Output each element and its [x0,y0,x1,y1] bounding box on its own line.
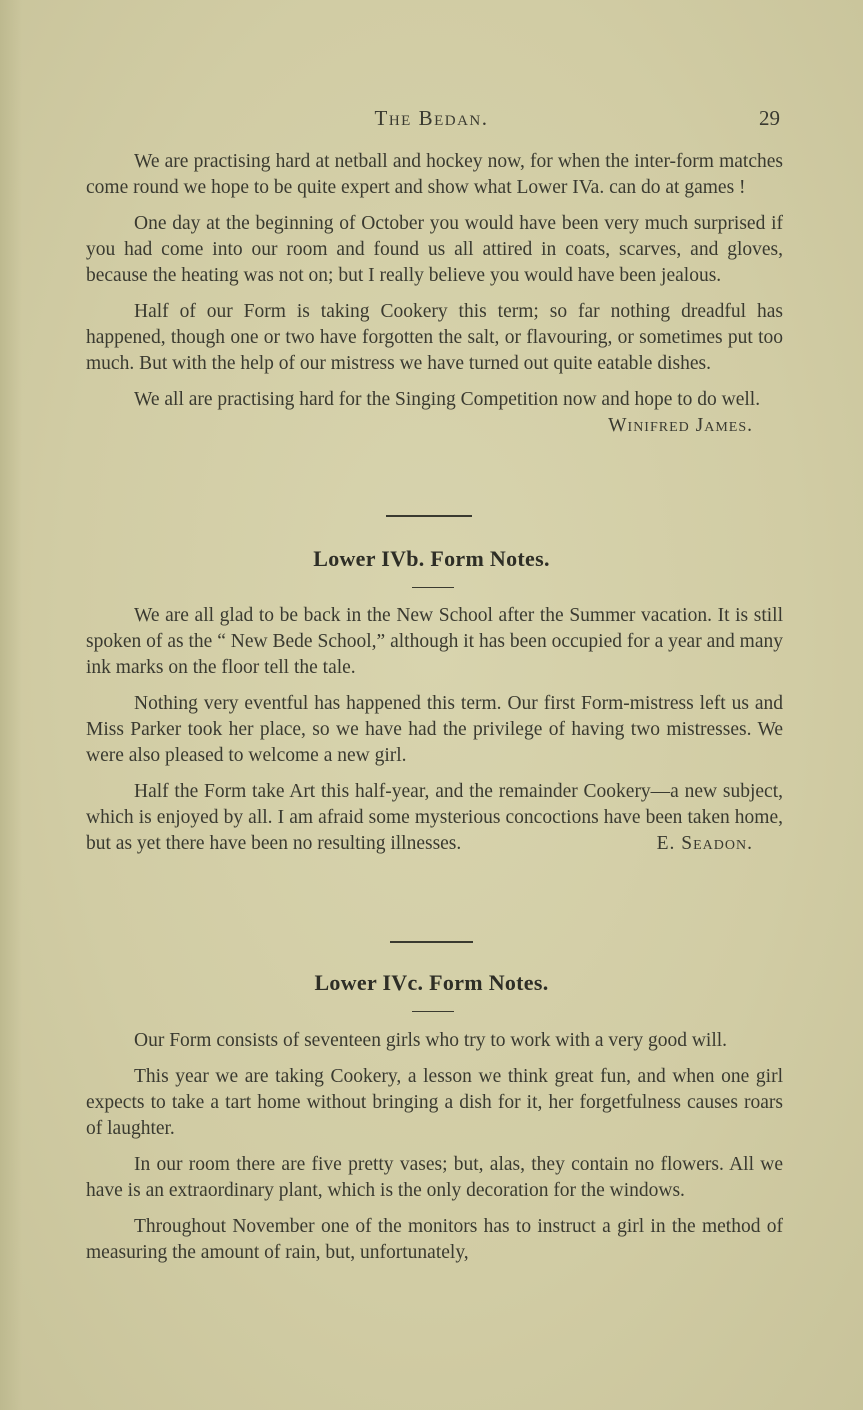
section-divider [386,515,472,517]
paragraph: Throughout November one of the monitors has to instruct a girl in the method of measuring the amount of rain, but, unfortunately, [86,1216,783,1263]
paragraph: This year we are taking Cookery, a lesson we think great fun, and when one girl expects to take a tart home without bringing a dish for it, her forgetfulness causes roars of laughter. [86,1066,783,1139]
section-divider [390,941,473,943]
title-underline [412,1011,454,1012]
page-number: 29 [759,106,780,130]
paragraph-text: Half the Form take Art this half-year, and the remainder Cookery—a new subject, which is enjoyed by all. I am afraid some mysterious concoctions have been taken home, but as yet there have been no resulting illnesses. [86,781,783,854]
signature: Winifred James. [608,415,753,436]
paragraph: We are practising hard at netball and hockey now, for when the inter-form matches come round we hope to be quite expert and show what Lower IVa. can do at games ! [86,151,783,198]
page-edge-shadow [0,0,22,1410]
section-lower-iva-body [86,149,783,439]
paragraph: Nothing very eventful has happened this term. Our first Form-mistress left us and Miss Parker took her place, so we have had the privilege of having two mistresses. We were also pleased to welcome a new girl. [86,693,783,766]
running-title: The Bedan. [374,106,489,130]
section-title: Lower IVb. Form Notes. [313,546,550,571]
paragraph [86,387,783,436]
signature: E. Seadon. [656,833,753,854]
page-header [0,104,863,134]
section-title: Lower IVc. Form Notes. [314,970,549,995]
title-underline [412,587,454,588]
paragraph: Our Form consists of seventeen girls who try to work with a very good will. [134,1030,728,1051]
paragraph: We are all glad to be back in the New School after the Summer vacation. It is still spoken of as the “ New Bede School,” although it has been occupied for a year and many ink marks on the floor tell the tale. [86,605,783,678]
section-lower-ivb-body [86,603,783,857]
paragraph-text: We all are practising hard for the Singing Competition now and hope to do well. [134,389,761,410]
paragraph: One day at the beginning of October you would have been very much surprised if you had come into our room and found us all attired in coats, scarves, and gloves, because the heating was not on; but I really believe you would have been jealous. [86,213,783,286]
section-lower-ivc-body [86,1028,783,1266]
paragraph: Half of our Form is taking Cookery this term; so far nothing dreadful has happened, though one or two have forgotten the salt, or flavouring, or sometimes put too much. But with the help of our mistress we have turned out quite eatable dishes. [86,301,783,374]
paragraph: In our room there are five pretty vases; but, alas, they contain no flowers. All we have is an extraordinary plant, which is the only decoration for the windows. [86,1154,783,1201]
paragraph [86,779,783,857]
